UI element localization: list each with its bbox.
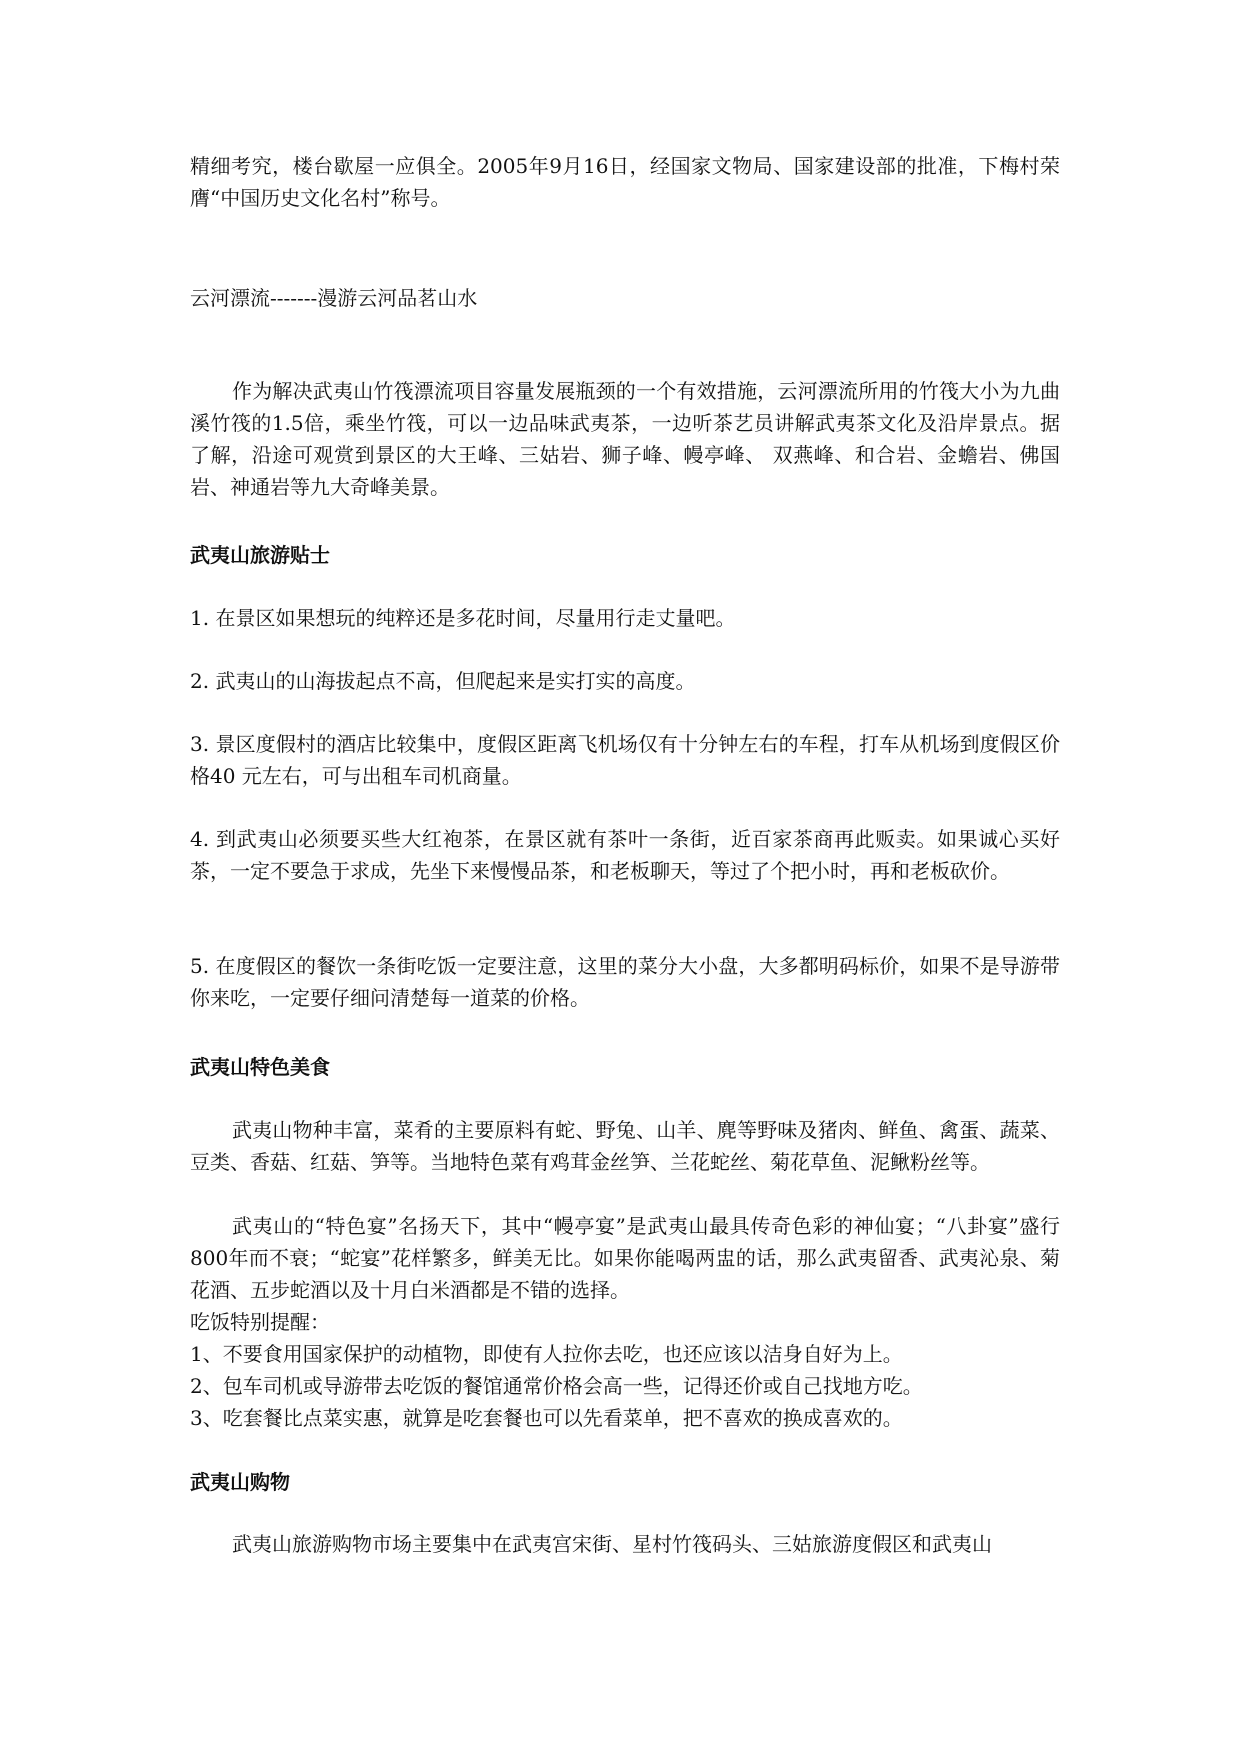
section-subtitle: 云河漂流-------漫游云河品茗山水 bbox=[190, 286, 478, 310]
rafting-paragraph: 作为解决武夷山竹筏漂流项目容量发展瓶颈的一个有效措施，云河漂流所用的竹筏大小为九曲溪竹筏的1.5倍，乘坐竹筏，可以一边品味武夷茶，一边听茶艺员讲解武夷茶文化及沿岸景点。据了解，沿途可观赏到景区的大王峰、三姑岩、狮子峰、幔亭峰、 双燕峰、和合岩、金蟾岩、佛国岩、神通岩等九大奇峰美景。 bbox=[190, 379, 1060, 499]
tips-heading: 武夷山旅游贴士 bbox=[190, 543, 330, 567]
shopping-heading: 武夷山购物 bbox=[190, 1470, 290, 1494]
tip-item-5: 5. 在度假区的餐饮一条街吃饭一定要注意，这里的菜分大小盘，大多都明码标价，如果不是导游带你来吃，一定要仔细问清楚每一道菜的价格。 bbox=[190, 954, 1060, 1010]
intro-paragraph: 精细考究，楼台歇屋一应俱全。2005年9月16日，经国家文物局、国家建设部的批准，下梅村荣膺“中国历史文化名村”称号。 bbox=[190, 154, 1060, 210]
food-paragraph-2: 武夷山的“特色宴”名扬天下，其中“幔亭宴”是武夷山最具传奇色彩的神仙宴；“八卦宴”盛行800年而不衰；“蛇宴”花样繁多，鲜美无比。如果你能喝两盅的话，那么武夷留香、武夷沁泉、菊花酒、五步蛇酒以及十月白米酒都是不错的选择。 bbox=[190, 1214, 1060, 1302]
food-heading: 武夷山特色美食 bbox=[190, 1055, 330, 1079]
food-reminder-2: 2、包车司机或导游带去吃饭的餐馆通常价格会高一些，记得还价或自己找地方吃。 bbox=[190, 1374, 923, 1398]
tip-item-3: 3. 景区度假村的酒店比较集中，度假区距离飞机场仅有十分钟左右的车程，打车从机场到度假区价格40 元左右，可与出租车司机商量。 bbox=[190, 732, 1060, 788]
tip-item-2: 2. 武夷山的山海拔起点不高，但爬起来是实打实的高度。 bbox=[190, 669, 696, 693]
food-reminder-title: 吃饭特别提醒： bbox=[190, 1310, 330, 1334]
food-reminder-3: 3、吃套餐比点菜实惠，就算是吃套餐也可以先看菜单，把不喜欢的换成喜欢的。 bbox=[190, 1406, 903, 1430]
food-reminder-1: 1、不要食用国家保护的动植物，即使有人拉你去吃，也还应该以洁身自好为上。 bbox=[190, 1342, 903, 1366]
shopping-paragraph: 武夷山旅游购物市场主要集中在武夷宫宋街、星村竹筏码头、三姑旅游度假区和武夷山 bbox=[232, 1532, 992, 1556]
tip-item-4: 4. 到武夷山必须要买些大红袍茶，在景区就有茶叶一条街，近百家茶商再此贩卖。如果诚心买好茶，一定不要急于求成，先坐下来慢慢品茶，和老板聊天，等过了个把小时，再和老板砍价。 bbox=[190, 827, 1060, 883]
tip-item-1: 1. 在景区如果想玩的纯粹还是多花时间，尽量用行走丈量吧。 bbox=[190, 606, 736, 630]
food-paragraph-1: 武夷山物种丰富，菜肴的主要原料有蛇、野兔、山羊、麂等野味及猪肉、鲜鱼、禽蛋、蔬菜、豆类、香菇、红菇、笋等。当地特色菜有鸡茸金丝笋、兰花蛇丝、菊花草鱼、泥鳅粉丝等。 bbox=[190, 1118, 1060, 1174]
